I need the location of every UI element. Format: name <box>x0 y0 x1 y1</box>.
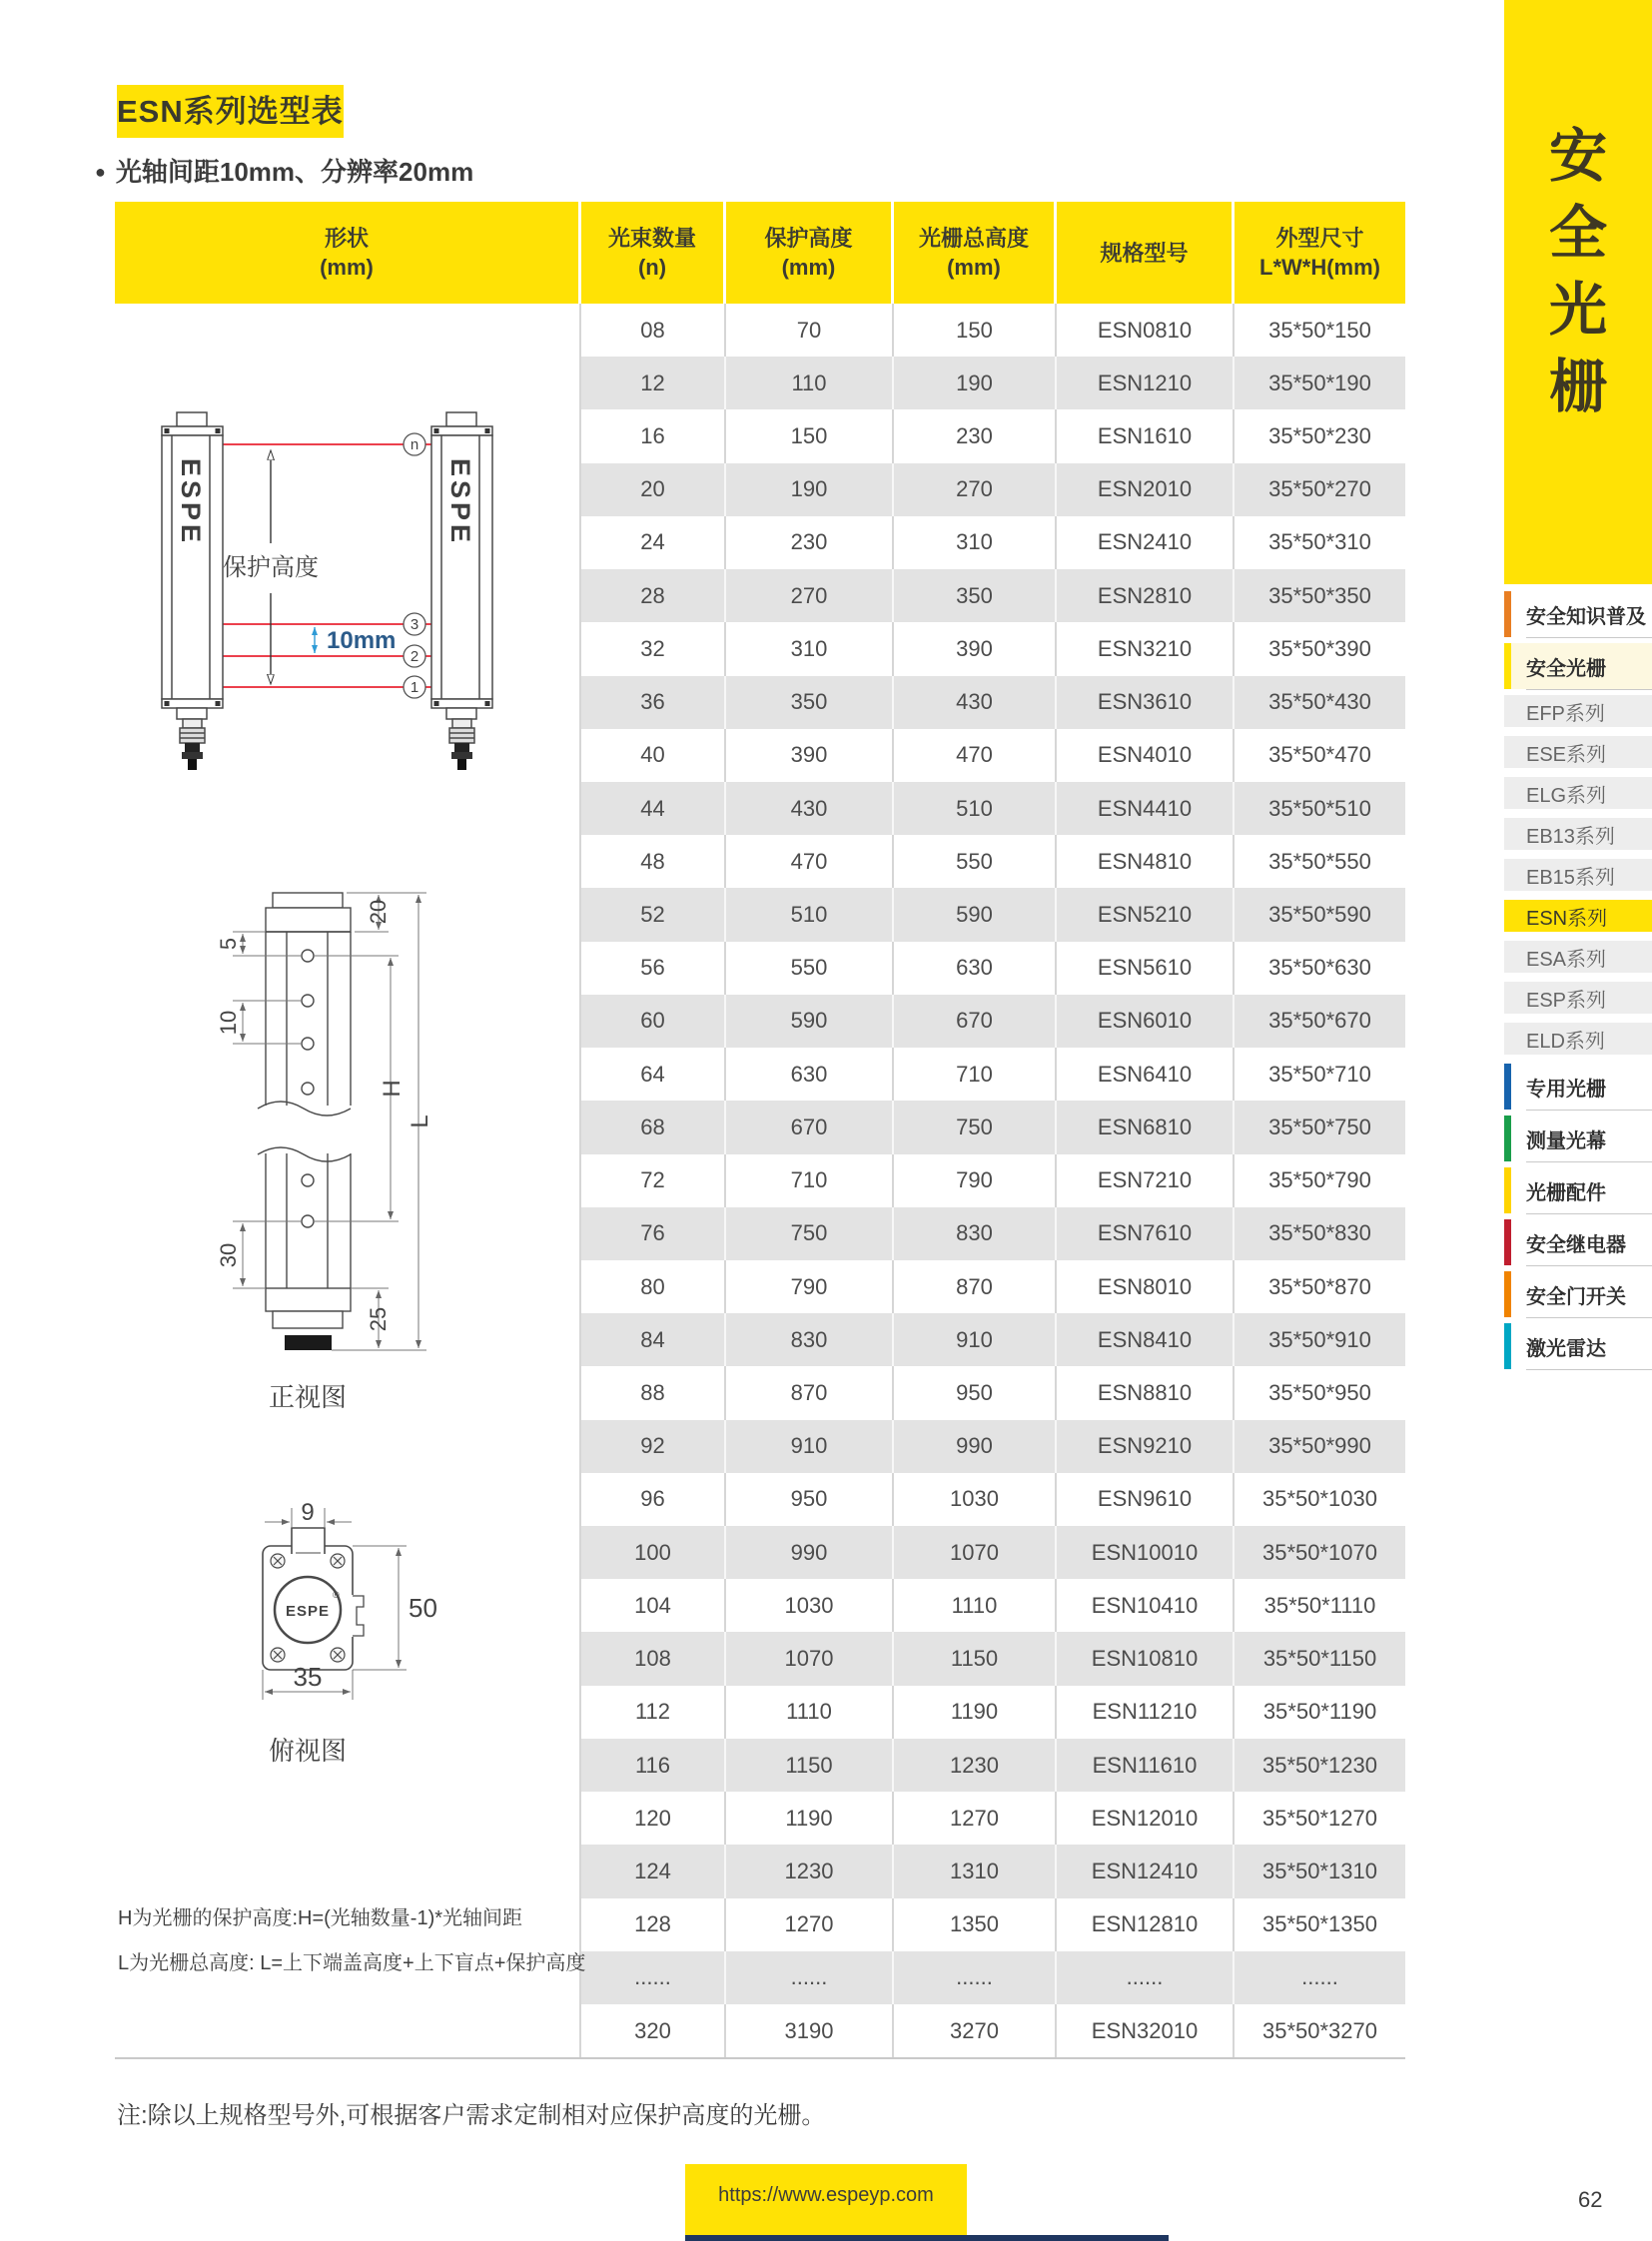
table-cell: 35*50*550 <box>1268 848 1371 874</box>
table-cell: 96 <box>581 1473 726 1526</box>
table-cell: 510 <box>894 782 1057 835</box>
sidebar-item-15[interactable] <box>1504 1271 1652 1317</box>
sidebar-item-label: 专用光栅 <box>1526 1064 1652 1111</box>
sidebar-item-16[interactable] <box>1504 1323 1652 1369</box>
table-cell: 990 <box>894 1420 1057 1473</box>
table-row <box>581 1473 1405 1526</box>
table-cell: 1230 <box>726 1845 894 1897</box>
table-cell: ESN12010 <box>1057 1792 1235 1845</box>
table-cell: 590 <box>726 995 894 1048</box>
table-cell: ESN4010 <box>1057 729 1235 782</box>
table-cell: 270 <box>894 463 1057 516</box>
shape-diagram-cell <box>115 304 586 2057</box>
sidebar-menu <box>1504 591 1652 1369</box>
table-cell: 35*50*270 <box>1268 476 1371 502</box>
banner-char: 栅 <box>1548 355 1607 419</box>
dim-10: 10 <box>216 1010 241 1036</box>
table-cell: 950 <box>726 1473 894 1526</box>
table-cell: 24 <box>581 516 726 569</box>
sidebar-item-9[interactable]: ESP系列 <box>1504 982 1652 1014</box>
table-cell: 112 <box>581 1686 726 1739</box>
table-cell: 1190 <box>726 1792 894 1845</box>
table-cell: 390 <box>894 622 1057 675</box>
column-header: 形状 (mm) <box>115 202 581 304</box>
dim-30: 30 <box>216 1242 241 1268</box>
table-cell: 35*50*1150 <box>1262 1646 1377 1672</box>
table-row <box>581 1313 1405 1366</box>
table-cell: 1270 <box>726 1898 894 1951</box>
table-cell: ESN10810 <box>1057 1632 1235 1685</box>
table-cell: 110 <box>726 357 894 409</box>
table-cell: 128 <box>581 1898 726 1951</box>
table-row <box>581 1579 1405 1632</box>
table-cell: 35*50*350 <box>1268 582 1371 608</box>
table-cell: 92 <box>581 1420 726 1473</box>
table-row <box>581 1207 1405 1260</box>
table-cell: 08 <box>581 304 726 357</box>
table-cell: 16 <box>581 409 726 462</box>
brand-label: ESPE <box>176 458 206 547</box>
table-cell: ESN6810 <box>1057 1101 1235 1153</box>
dim-9: 9 <box>301 1499 315 1526</box>
table-cell: 35*50*1270 <box>1261 1805 1377 1831</box>
table-cell: 350 <box>726 676 894 729</box>
sidebar-item-8[interactable]: ESA系列 <box>1504 941 1652 973</box>
table-cell: 1350 <box>894 1898 1057 1951</box>
column-header: 规格型号 <box>1057 202 1235 304</box>
table-cell: 104 <box>581 1579 726 1632</box>
table-cell: ESN10410 <box>1057 1579 1235 1632</box>
banner-char: 安 <box>1548 124 1607 189</box>
table-cell: ESN3210 <box>1057 622 1235 675</box>
table-cell: ESN5210 <box>1057 888 1235 941</box>
table-cell: 56 <box>581 942 726 995</box>
sidebar-item-label: 安全知识普及 <box>1526 591 1652 638</box>
table-cell: 390 <box>726 729 894 782</box>
table-cell: ESN11210 <box>1057 1686 1235 1739</box>
table-cell: 35*50*870 <box>1268 1273 1371 1299</box>
table-cell: 1310 <box>894 1845 1057 1897</box>
front-view <box>216 893 433 1412</box>
selection-table <box>115 202 1405 2059</box>
table-cell: 1150 <box>894 1632 1057 1685</box>
category-color-bar <box>1504 643 1511 689</box>
table-row <box>581 1048 1405 1101</box>
table-cell: ESN4410 <box>1057 782 1235 835</box>
dim-H: H <box>379 1080 406 1098</box>
table-cell: 35*50*750 <box>1268 1114 1371 1139</box>
table-row <box>581 835 1405 888</box>
beam-label-n: n <box>410 436 419 453</box>
table-cell: ESN2010 <box>1057 463 1235 516</box>
table-cell: 590 <box>894 888 1057 941</box>
table-cell: 36 <box>581 676 726 729</box>
table-row <box>581 463 1405 516</box>
table-cell: ESN4810 <box>1057 835 1235 888</box>
table-cell: 1270 <box>894 1792 1057 1845</box>
table-cell: 35*50*630 <box>1268 955 1371 981</box>
table-header <box>115 202 1405 304</box>
table-cell: ...... <box>1057 1951 1235 2004</box>
table-cell: 35*50*950 <box>1268 1379 1371 1405</box>
table-row <box>581 516 1405 569</box>
table-cell: 70 <box>726 304 894 357</box>
table-cell: ...... <box>894 1951 1057 2004</box>
sidebar-item-3[interactable]: ESE系列 <box>1504 736 1652 768</box>
table-row <box>581 942 1405 995</box>
banner-char: 光 <box>1548 278 1607 343</box>
spec-bullet <box>95 152 473 189</box>
category-color-bar <box>1504 1271 1511 1317</box>
table-row <box>581 1526 1405 1579</box>
table-cell: ESN8410 <box>1057 1313 1235 1366</box>
table-row <box>581 676 1405 729</box>
pitch-label: 10mm <box>327 627 397 654</box>
table-cell: ESN2810 <box>1057 569 1235 622</box>
category-color-bar <box>1504 591 1511 637</box>
table-cell: 60 <box>581 995 726 1048</box>
table-cell: 35*50*710 <box>1268 1061 1371 1087</box>
table-cell: 790 <box>726 1260 894 1313</box>
table-cell: 35*50*1030 <box>1261 1486 1377 1512</box>
table-cell: ...... <box>581 1951 726 2004</box>
table-cell: 35*50*1190 <box>1262 1699 1377 1725</box>
table-cell: 510 <box>726 888 894 941</box>
table-cell: 44 <box>581 782 726 835</box>
page-title: ESN系列选型表 <box>117 85 344 138</box>
table-cell: 35*50*190 <box>1268 370 1371 395</box>
sidebar-item-5[interactable]: EB13系列 <box>1504 818 1652 850</box>
table-row <box>581 1686 1405 1739</box>
table-row <box>581 1632 1405 1685</box>
table-cell: 950 <box>894 1366 1057 1419</box>
table-cell: 124 <box>581 1845 726 1897</box>
table-row <box>581 1951 1405 2004</box>
brand-label: ESPE <box>445 458 475 547</box>
table-row <box>581 1420 1405 1473</box>
table-cell: 910 <box>726 1420 894 1473</box>
sidebar <box>1504 0 1652 2241</box>
table-cell: 35*50*910 <box>1268 1326 1371 1352</box>
column-header: 光栅总高度 (mm) <box>894 202 1057 304</box>
table-cell: ESN12810 <box>1057 1898 1235 1951</box>
sidebar-item-12[interactable] <box>1504 1116 1652 1161</box>
table-row <box>581 569 1405 622</box>
table-row <box>581 1792 1405 1845</box>
table-cell: 3270 <box>894 2004 1057 2057</box>
table-cell: ESN3610 <box>1057 676 1235 729</box>
table-cell: 84 <box>581 1313 726 1366</box>
transmitter-tower <box>162 412 223 770</box>
sidebar-item-11[interactable] <box>1504 1064 1652 1110</box>
table-cell: 3190 <box>726 2004 894 2057</box>
sidebar-item-4[interactable]: ELG系列 <box>1504 777 1652 809</box>
table-cell: ESN6410 <box>1057 1048 1235 1101</box>
table-cell: ESN1210 <box>1057 357 1235 409</box>
table-cell: 35*50*510 <box>1268 795 1371 821</box>
table-cell: 430 <box>726 782 894 835</box>
table-cell: 35*50*230 <box>1268 423 1371 449</box>
table-cell: 430 <box>894 676 1057 729</box>
sidebar-item-14[interactable] <box>1504 1219 1652 1265</box>
dim-20: 20 <box>366 899 391 925</box>
table-cell: 1150 <box>726 1739 894 1792</box>
table-cell: ESN1610 <box>1057 409 1235 462</box>
table-cell: ESN7610 <box>1057 1207 1235 1260</box>
table-cell: ESN9610 <box>1057 1473 1235 1526</box>
table-row <box>581 1154 1405 1207</box>
sidebar-item-label: 光栅配件 <box>1526 1167 1652 1214</box>
sidebar-item-1[interactable] <box>1504 643 1652 689</box>
table-row <box>581 304 1405 357</box>
table-cell: 35*50*1350 <box>1261 1911 1377 1937</box>
table-cell: 1230 <box>894 1739 1057 1792</box>
column-header: 外型尺寸 L*W*H(mm) <box>1235 202 1405 304</box>
category-color-bar <box>1504 1323 1511 1369</box>
dim-25: 25 <box>366 1306 391 1332</box>
table-cell: 35*50*830 <box>1268 1220 1371 1246</box>
category-color-bar <box>1504 1219 1511 1265</box>
table-cell: 35*50*590 <box>1268 902 1371 928</box>
table-cell: 35*50*670 <box>1268 1008 1371 1034</box>
table-cell: ...... <box>1301 1964 1338 1990</box>
table-cell: 68 <box>581 1101 726 1153</box>
dim-5: 5 <box>216 937 241 951</box>
table-cell: ESN7210 <box>1057 1154 1235 1207</box>
table-cell: 750 <box>894 1101 1057 1153</box>
table-cell: 710 <box>894 1048 1057 1101</box>
custom-order-note: 注:除以上规格型号外,可根据客户需求定制相对应保护高度的光栅。 <box>117 2102 826 2129</box>
table-cell: 76 <box>581 1207 726 1260</box>
table-cell: 108 <box>581 1632 726 1685</box>
table-row <box>581 1366 1405 1419</box>
sidebar-item-10[interactable]: ELD系列 <box>1504 1023 1652 1055</box>
table-cell: ESN5610 <box>1057 942 1235 995</box>
category-color-bar <box>1504 1116 1511 1161</box>
beam-holes <box>302 950 314 1227</box>
table-cell: ESN9210 <box>1057 1420 1235 1473</box>
formula-note-h: H为光栅的保护高度:H=(光轴数量-1)*光轴间距 <box>118 1907 523 1929</box>
sidebar-item-label: 激光雷达 <box>1526 1323 1652 1370</box>
table-cell: 320 <box>581 2004 726 2057</box>
table-cell: 80 <box>581 1260 726 1313</box>
table-cell: 35*50*3270 <box>1261 2017 1377 2043</box>
table-cell: 350 <box>894 569 1057 622</box>
table-cell: 64 <box>581 1048 726 1101</box>
table-body <box>115 304 1405 2059</box>
table-cell: 550 <box>894 835 1057 888</box>
table-cell: ESN8810 <box>1057 1366 1235 1419</box>
table-cell: ...... <box>726 1951 894 2004</box>
column-header: 保护高度 (mm) <box>726 202 894 304</box>
table-cell: 35*50*1110 <box>1263 1592 1376 1618</box>
table-cell: 1110 <box>726 1686 894 1739</box>
table-cell: 830 <box>894 1207 1057 1260</box>
sidebar-item-label: 安全光栅 <box>1526 643 1652 690</box>
table-cell: 310 <box>894 516 1057 569</box>
table-cell: 150 <box>726 409 894 462</box>
category-color-bar <box>1504 1064 1511 1110</box>
dim-50: 50 <box>409 1593 437 1623</box>
table-cell: ESN2410 <box>1057 516 1235 569</box>
table-row <box>581 729 1405 782</box>
spec-bullet-text: 光轴间距10mm、分辨率20mm <box>115 157 474 187</box>
table-cell: 35*50*390 <box>1268 635 1371 661</box>
sidebar-item-label: 安全门开关 <box>1526 1271 1652 1318</box>
dim-35: 35 <box>293 1662 323 1692</box>
page-number: 62 <box>1578 2187 1603 2212</box>
table-cell: ESN10010 <box>1057 1526 1235 1579</box>
table-cell: 35*50*990 <box>1268 1433 1371 1459</box>
table-row <box>581 409 1405 462</box>
table-cell: 35*50*150 <box>1268 317 1371 343</box>
formula-note-l: L为光栅总高度: L=上下端盖高度+上下盲点+保护高度 <box>118 1952 586 1974</box>
table-cell: ESN11610 <box>1057 1739 1235 1792</box>
table-cell: 990 <box>726 1526 894 1579</box>
sidebar-item-13[interactable] <box>1504 1167 1652 1213</box>
table-row <box>581 1898 1405 1951</box>
spec-rows <box>581 304 1405 2057</box>
light-curtain-diagrams <box>115 304 581 2057</box>
table-cell: 88 <box>581 1366 726 1419</box>
beam-label-1: 1 <box>410 679 419 696</box>
table-cell: 870 <box>894 1260 1057 1313</box>
front-view-dimensions <box>233 893 426 1350</box>
table-cell: 1190 <box>894 1686 1057 1739</box>
table-cell: 670 <box>894 995 1057 1048</box>
footer-url-badge[interactable] <box>685 2164 967 2241</box>
table-cell: 1030 <box>894 1473 1057 1526</box>
table-cell: 52 <box>581 888 726 941</box>
table-cell: 35*50*310 <box>1268 529 1371 555</box>
table-cell: 72 <box>581 1154 726 1207</box>
table-row <box>581 888 1405 941</box>
table-cell: 470 <box>894 729 1057 782</box>
bullet-dot-icon: ● <box>95 162 106 182</box>
table-cell: 750 <box>726 1207 894 1260</box>
footer-url[interactable]: https://www.espeyp.com <box>718 2184 934 2206</box>
footer-navy-bar <box>685 2235 1169 2241</box>
table-cell: 150 <box>894 304 1057 357</box>
table-cell: 116 <box>581 1739 726 1792</box>
table-cell: 630 <box>726 1048 894 1101</box>
table-cell: 910 <box>894 1313 1057 1366</box>
table-cell: 28 <box>581 569 726 622</box>
table-cell: 1070 <box>894 1526 1057 1579</box>
table-cell: 310 <box>726 622 894 675</box>
beam-label-3: 3 <box>410 616 419 633</box>
table-cell: 870 <box>726 1366 894 1419</box>
dim-L: L <box>407 1115 433 1128</box>
table-cell: 35*50*470 <box>1268 742 1371 768</box>
top-view <box>263 1499 437 1766</box>
beam-label-2: 2 <box>410 648 419 665</box>
sidebar-item-7[interactable]: ESN系列 <box>1504 900 1652 932</box>
table-row <box>581 782 1405 835</box>
table-row <box>581 1845 1405 1897</box>
table-cell: 35*50*1070 <box>1261 1539 1377 1565</box>
table-cell: 40 <box>581 729 726 782</box>
protection-height-label: 保护高度 <box>223 554 319 581</box>
table-cell: 35*50*430 <box>1268 689 1371 715</box>
logo-text: ESPE <box>285 1603 331 1620</box>
column-header: 光束数量 (n) <box>581 202 726 304</box>
table-cell: 230 <box>726 516 894 569</box>
table-cell: 710 <box>726 1154 894 1207</box>
receiver-tower <box>431 412 492 770</box>
table-row <box>581 622 1405 675</box>
sidebar-item-0[interactable] <box>1504 591 1652 637</box>
table-cell: 830 <box>726 1313 894 1366</box>
banner-char: 全 <box>1548 201 1607 266</box>
table-cell: 630 <box>894 942 1057 995</box>
table-cell: 12 <box>581 357 726 409</box>
table-cell: 35*50*1310 <box>1261 1858 1377 1883</box>
table-cell: 35*50*790 <box>1268 1167 1371 1193</box>
beam-schematic <box>162 412 492 770</box>
front-view-label: 正视图 <box>268 1382 348 1412</box>
table-cell: 790 <box>894 1154 1057 1207</box>
table-row <box>581 357 1405 409</box>
table-cell: 1070 <box>726 1632 894 1685</box>
table-cell: ESN6010 <box>1057 995 1235 1048</box>
top-view-label: 俯视图 <box>268 1736 348 1766</box>
table-cell: 120 <box>581 1792 726 1845</box>
table-cell: 550 <box>726 942 894 995</box>
table-cell: ESN32010 <box>1057 2004 1235 2057</box>
table-cell: ESN0810 <box>1057 304 1235 357</box>
sidebar-item-2[interactable]: EFP系列 <box>1504 695 1652 727</box>
table-cell: 270 <box>726 569 894 622</box>
table-cell: 190 <box>894 357 1057 409</box>
table-cell: 20 <box>581 463 726 516</box>
table-row <box>581 1260 1405 1313</box>
table-row <box>581 1739 1405 1792</box>
table-cell: 1110 <box>894 1579 1057 1632</box>
sidebar-item-label: 测量光幕 <box>1526 1116 1652 1162</box>
category-color-bar <box>1504 1167 1511 1213</box>
table-cell: ESN12410 <box>1057 1845 1235 1897</box>
table-cell: 670 <box>726 1101 894 1153</box>
table-cell: 470 <box>726 835 894 888</box>
sidebar-section-banner <box>1504 0 1652 584</box>
table-cell: ESN8010 <box>1057 1260 1235 1313</box>
table-cell: 32 <box>581 622 726 675</box>
registered-mark: ® <box>333 1590 340 1600</box>
table-cell: 35*50*1230 <box>1261 1752 1377 1778</box>
sidebar-item-label: 安全继电器 <box>1526 1219 1652 1266</box>
table-cell: 230 <box>894 409 1057 462</box>
table-row <box>581 995 1405 1048</box>
table-cell: 1030 <box>726 1579 894 1632</box>
table-cell: 48 <box>581 835 726 888</box>
table-cell: 190 <box>726 463 894 516</box>
table-cell: 100 <box>581 1526 726 1579</box>
table-row <box>581 2004 1405 2057</box>
sidebar-item-6[interactable]: EB15系列 <box>1504 859 1652 891</box>
table-row <box>581 1101 1405 1153</box>
